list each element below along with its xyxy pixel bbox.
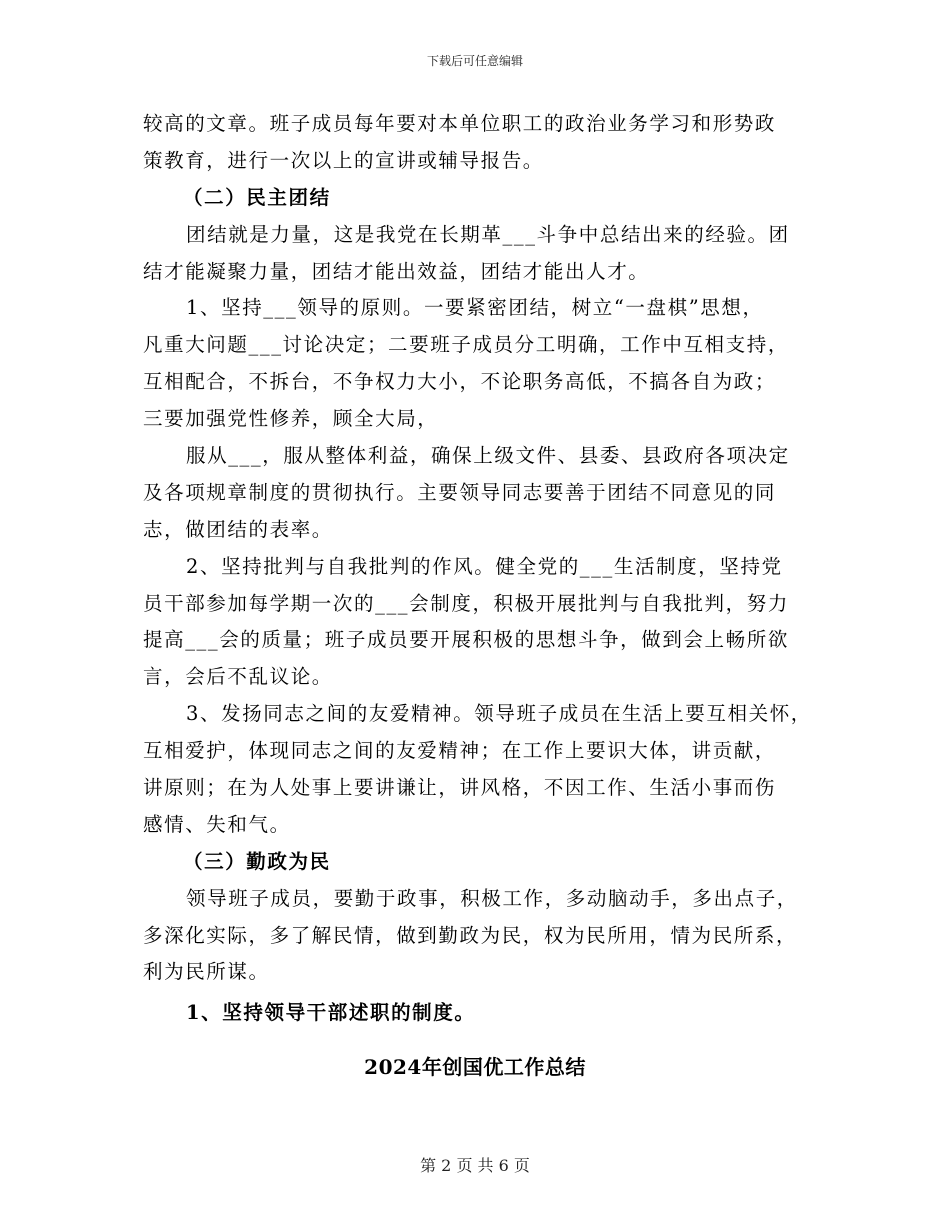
- page-footer-number: 第 2 页 共 6 页: [420, 1156, 530, 1175]
- body-line: 较高的文章。班子成员每年要对本单位职工的政治业务学习和形势政: [143, 112, 777, 135]
- body-line: 互相爱护，体现同志之间的友爱精神；在工作上要识大体，讲贡献，: [143, 739, 777, 763]
- document-body: [143, 106, 843, 1032]
- body-line: 策教育，进行一次以上的宣讲或辅导报告。: [143, 148, 544, 172]
- body-line: 2、坚持批判与自我批判的作风。健全党的___生活制度，坚持党: [186, 554, 783, 578]
- body-line: 提高___会的质量；班子成员要开展积极的思想斗争，做到会上畅所欲: [143, 628, 789, 652]
- body-line: 互相配合，不拆台，不争权力大小，不论职务高低，不搞各自为政；: [143, 370, 777, 394]
- body-line: 3、发扬同志之间的友爱精神。领导班子成员在生活上要互相关怀，: [186, 702, 812, 726]
- body-line: 结才能凝聚力量，团结才能出效益，团结才能出人才。: [143, 259, 650, 283]
- body-line: 三要加强党性修养，顾全大局，: [143, 407, 439, 431]
- bold-item-heading: 1、坚持领导干部述职的制度。: [186, 1001, 476, 1025]
- body-line: 志，做团结的表率。: [143, 517, 333, 541]
- page-header-note: 下载后可任意编辑: [426, 54, 523, 68]
- body-line: 领导班子成员，要勤于政事，积极工作，多动脑动手，多出点子，: [186, 886, 798, 910]
- section-heading: （三）勤政为民: [183, 849, 331, 873]
- body-line: 1、坚持___领导的原则。一要紧密团结，树立“一盘棋”思想，: [186, 296, 764, 320]
- body-line: 利为民所谋。: [143, 960, 270, 984]
- body-line: 团结就是力量，这是我党在长期革___斗争中总结出来的经验。团: [186, 222, 790, 246]
- body-line: 凡重大问题___讨论决定；二要班子成员分工明确，工作中互相支持，: [143, 333, 789, 357]
- body-line: 讲原则；在为人处事上要讲谦让，讲风格，不因工作、生活小事而伤: [143, 776, 777, 800]
- body-line: 感情、失和气。: [143, 812, 291, 836]
- body-line: 服从___，服从整体利益，确保上级文件、县委、县政府各项决定: [186, 444, 790, 468]
- body-line: 及各项规章制度的贯彻执行。主要领导同志要善于团结不同意见的同: [143, 480, 777, 504]
- body-line: 多深化实际，多了解民情，做到勤政为民，权为民所用，情为民所系，: [143, 923, 798, 947]
- document-title: 2024年创国优工作总结: [364, 1055, 586, 1079]
- body-line: 员干部参加每学期一次的___会制度，积极开展批判与自我批判，努力: [143, 591, 789, 615]
- section-heading: （二）民主团结: [183, 185, 331, 209]
- body-line: 言，会后不乱议论。: [143, 665, 333, 689]
